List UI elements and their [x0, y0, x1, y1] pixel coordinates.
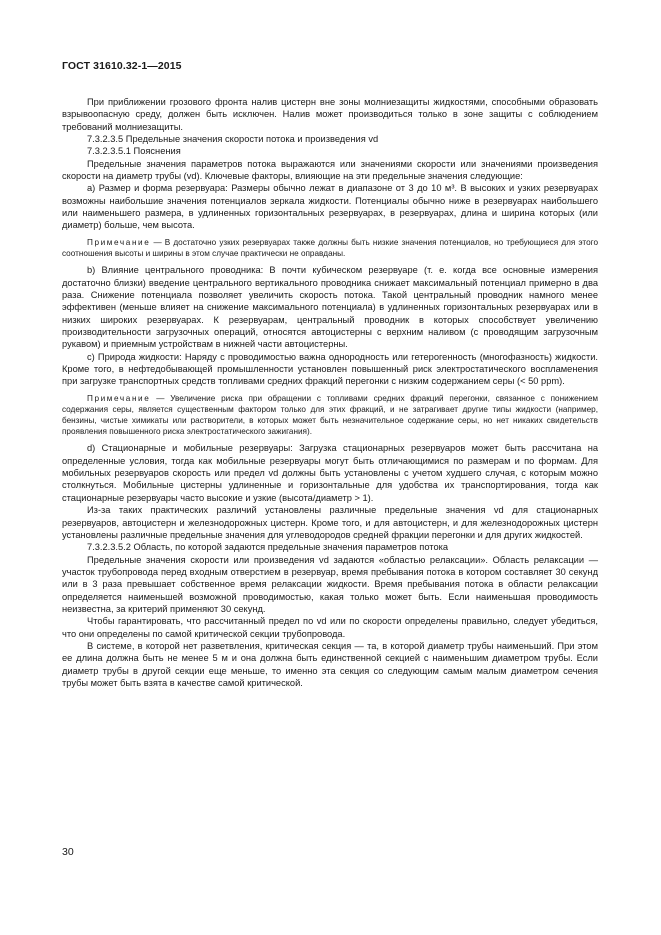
body-paragraph: а) Размер и форма резервуара: Размеры обычно лежат в диапазоне от 3 до 10 м³. В высоких и узких резервуарах возможны наибольшие значения потенциалов зеркала жидкости. Потенциалы обычно ниже в резервуарах наибольшего или наименьшего размера, в удлиненных горизонтальных резервуарах, в резервуарах, длина и ширина которых (или диаметр) больше, чем высота.: [62, 183, 598, 231]
document-body: [62, 96, 598, 689]
note-text: — Увеличение риска при обращении с топливами средних фракций перегонки, связанное с понижением содержания серы, является существенным фактором только для этих фракций, и не затрагивает другие типы жидкости (например, бензины, чистые химикаты или растворители, в которых может быть незначительное содержание серы, но нет никаких свидетельств проявления повышенного риска электростатического зажигания).: [62, 393, 598, 437]
note-label: Примечание: [87, 237, 151, 247]
note-paragraph: [62, 393, 598, 438]
body-paragraph: В системе, в которой нет разветвления, критическая секция — та, в которой диаметр трубы наименьший. При этом ее длина должна быть не менее 5 м и она должна быть единственной секцией с наименьшим диаметром трубы. Если диаметр трубы в другой секции еще меньше, то именно эта секция со следующим самым малым диаметром сечения трубы может быть взята в качестве самой критической.: [62, 640, 598, 688]
section-heading: 7.3.2.3.5.2 Область, по которой задаются предельные значения параметров потока: [87, 542, 449, 553]
body-paragraph: Предельные значения скорости или произведения vd задаются «областью релаксации». Область релаксации — участок трубопровода перед входным отверстием в резервуар, время пребывания потока в котором составляет 30 секунд или в 3 раза превышает собственное время релаксации жидкости. Время пребывания потока в области релаксации определяется наименьшей возможной проводимостью, какая только может быть. Если наименьшая проводимость неизвестна, за критерий применяют 30 секунд.: [62, 554, 598, 614]
note-paragraph: [62, 237, 598, 259]
body-paragraph: Из-за таких практических различий установлены различные предельные значения vd для стационарных резервуаров, автоцистерн и железнодорожных цистерн. Кроме того, и для автоцистерн, и для железнодорожных цистерн установлены различные предельные значения для углеводородов средней фракции перегонки и для других жидкостей.: [62, 505, 598, 540]
note-label: Примечание: [87, 393, 151, 403]
section-heading: 7.3.2.3.5.1 Пояснения: [87, 146, 181, 157]
note-text: — В достаточно узких резервуарах также должны быть низкие значения потенциалов, но требующиеся для этого соотношения высоты и ширины в этом случае практически не оправданы.: [62, 237, 598, 258]
body-paragraph: Предельные значения параметров потока выражаются или значениями скорости или значениями произведения скорости на диаметр трубы (vd). Ключевые факторы, влияющие на эти предельные значения следующие:: [62, 158, 598, 182]
document-header: ГОСТ 31610.32-1—2015: [62, 60, 182, 72]
page-number: 30: [62, 846, 74, 858]
body-paragraph: с) Природа жидкости: Наряду с проводимостью важна однородность или гетерогенность (многофазность) жидкости. Кроме того, в нефтедобывающей промышленности установлен повышенный риск электростатического воспламенения при загрузке транспортных средств топливами средних фракций перегонки с низким содержанием серы (< 50 ppm).: [62, 351, 598, 387]
section-heading: 7.3.2.3.5 Предельные значения скорости потока и произведения vd: [87, 134, 379, 145]
body-paragraph: d) Стационарные и мобильные резервуары: Загрузка стационарных резервуаров может быть рассчитана на определенные условия, тогда как мобильные резервуары могут быть отличающимися по размерам и по формам. Для мобильных резервуаров скорость или предел vd должны быть установлены с учетом худшего случая, с которым можно столкнуться. Мобильные цистерны удлиненные и горизонтальные для удобства их транспортирования, тогда как стационарные резервуары часто высокие и узкие (высота/диаметр > 1).: [62, 443, 598, 503]
body-paragraph: Чтобы гарантировать, что рассчитанный предел по vd или по скорости определены правильно, следует убедиться, что они определены по самой критической секции трубопровода.: [62, 616, 598, 639]
body-paragraph: b) Влияние центрального проводника: В почти кубическом резервуаре (т. е. когда все основные измерения достаточно близки) введение центрального вертикального проводника снижает максимальный потенциал примерно в два раза. Снижение потенциала позволяет увеличить скорость потока. Такой центральный проводник намного менее эффективен (меньше влияет на снижение максимального потенциала) в удлиненных горизонтальных резервуарах или в низких широких резервуарах. К резервуарам, центральный проводник в которых способствует увеличению производительности загрузочных операций, относятся автоцистерны с верхним наливом (с проводящим загрузочным рукавом) и приемным устройствам в нижней части автоцистерны.: [62, 265, 598, 350]
body-paragraph: При приближении грозового фронта налив цистерн вне зоны молниезащиты жидкостями, способными образовать взрывоопасную среду, должен быть исключен. Налив может производиться только в зоне защиты с соблюдением требований молниезащиты.: [62, 97, 598, 132]
